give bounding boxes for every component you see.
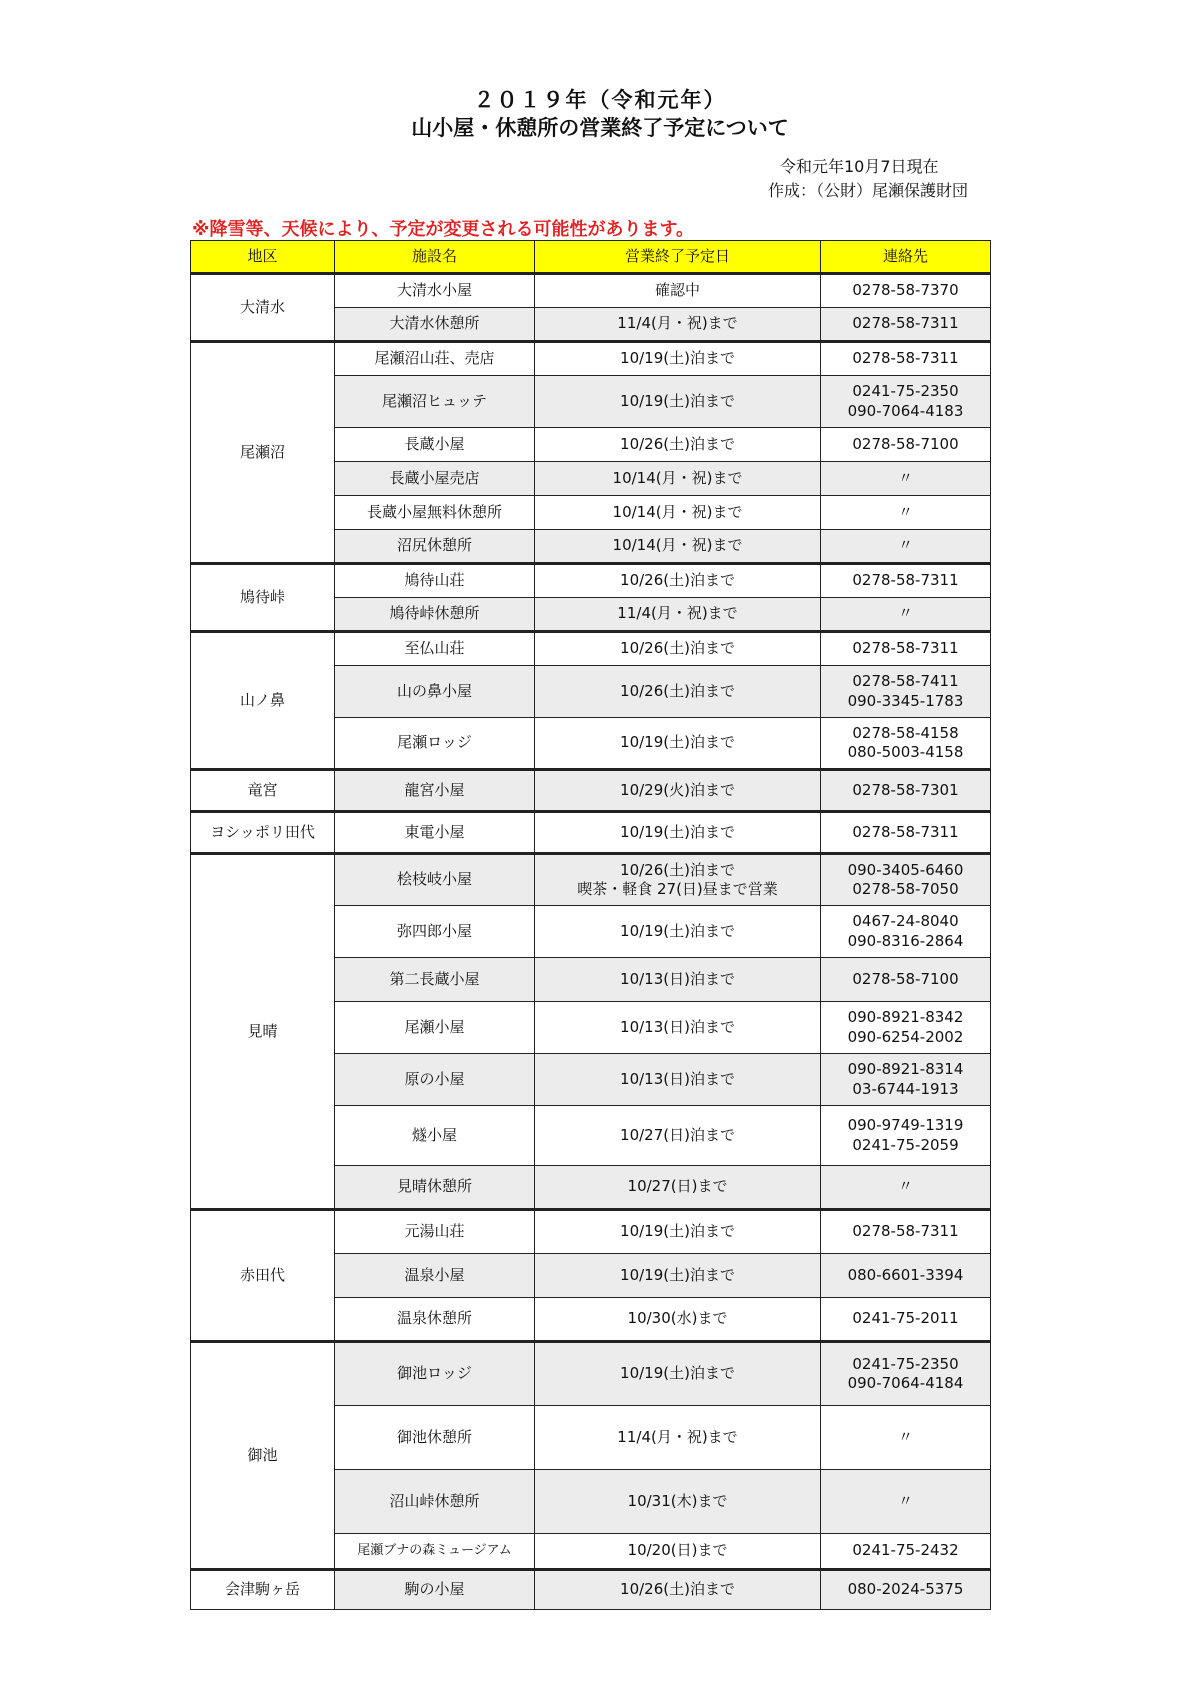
end-date-line: 10/19(土)泊まで bbox=[620, 1364, 735, 1383]
contact-line: 〃 bbox=[897, 536, 913, 555]
facility-cell: 長蔵小屋売店 bbox=[335, 462, 535, 496]
end-date-line: 10/31(木)まで bbox=[627, 1491, 728, 1510]
end-date-cell bbox=[535, 1254, 821, 1298]
end-date-cell bbox=[535, 770, 821, 812]
end-date-line: 10/26(土)泊まで bbox=[620, 434, 735, 453]
facility-cell: 温泉小屋 bbox=[335, 1254, 535, 1298]
contact-cell bbox=[821, 1254, 991, 1298]
contact-cell bbox=[821, 1406, 991, 1470]
end-date-cell bbox=[535, 342, 821, 376]
contact-cell bbox=[821, 496, 991, 530]
contact-line: 0278-58-4158 bbox=[852, 723, 959, 742]
contact-cell bbox=[821, 462, 991, 496]
column-header-contact: 連絡先 bbox=[821, 241, 991, 274]
contact-line: 090-9749-1319 bbox=[847, 1116, 964, 1134]
end-date-line: 10/27(日)泊まで bbox=[620, 1125, 735, 1144]
contact-cell bbox=[821, 632, 991, 666]
end-date-cell bbox=[535, 1570, 821, 1610]
contact-line: 090-8921-8314 bbox=[847, 1060, 964, 1078]
end-date-cell bbox=[535, 632, 821, 666]
end-date-cell bbox=[535, 958, 821, 1002]
as-of-date: 令和元年10月7日現在 bbox=[780, 157, 939, 176]
facility-cell: 沼山峠休憩所 bbox=[335, 1470, 535, 1534]
contact-line: 〃 bbox=[897, 1177, 913, 1196]
column-header-area: 地区 bbox=[191, 241, 335, 274]
end-date-cell bbox=[535, 308, 821, 342]
end-date-cell bbox=[535, 718, 821, 770]
contact-line: 0278-58-7311 bbox=[852, 1222, 959, 1241]
contact-line: 080-5003-4158 bbox=[847, 743, 964, 761]
table-row bbox=[191, 564, 991, 598]
facility-cell: 駒の小屋 bbox=[335, 1570, 535, 1610]
end-date-line: 11/4(月・祝)まで bbox=[617, 314, 738, 333]
weather-notice: ※降雪等、天候により、予定が変更される可能性があります。 bbox=[192, 219, 695, 240]
contact-line: 090-8921-8342 bbox=[847, 1008, 964, 1026]
table-row bbox=[191, 854, 991, 906]
contact-cell bbox=[821, 666, 991, 718]
contact-cell bbox=[821, 1342, 991, 1406]
facility-cell: 沼尻休憩所 bbox=[335, 530, 535, 564]
page-title-year: ２０１９年（令和元年） bbox=[473, 88, 727, 112]
facility-cell: 龍宮小屋 bbox=[335, 770, 535, 812]
contact-cell bbox=[821, 854, 991, 906]
facility-cell: 鳩待峠休憩所 bbox=[335, 598, 535, 632]
contact-line: 090-7064-4184 bbox=[847, 1374, 964, 1392]
end-date-cell bbox=[535, 530, 821, 564]
end-date-line: 10/29(火)泊まで bbox=[620, 780, 735, 799]
contact-line: 0278-58-7311 bbox=[852, 822, 959, 841]
end-date-cell bbox=[535, 1166, 821, 1210]
contact-line: 0278-58-7100 bbox=[852, 434, 959, 453]
contact-cell bbox=[821, 376, 991, 428]
facility-cell: 東電小屋 bbox=[335, 812, 535, 854]
contact-line: 0278-58-7370 bbox=[852, 281, 959, 300]
contact-line: 0278-58-7311 bbox=[852, 639, 959, 658]
end-date-line: 10/13(日)泊まで bbox=[620, 1017, 735, 1036]
column-header-end-date: 営業終了予定日 bbox=[535, 241, 821, 274]
facility-cell: 尾瀬沼ヒュッテ bbox=[335, 376, 535, 428]
end-date-line: 喫茶・軽食 27(日)昼まで営業 bbox=[577, 880, 778, 898]
facility-cell: 見晴休憩所 bbox=[335, 1166, 535, 1210]
facility-cell: 原の小屋 bbox=[335, 1054, 535, 1106]
facility-cell: 尾瀬小屋 bbox=[335, 1002, 535, 1054]
contact-line: 03-6744-1913 bbox=[852, 1079, 959, 1098]
end-date-cell bbox=[535, 1298, 821, 1342]
end-date-line: 10/26(土)泊まで bbox=[620, 639, 735, 658]
facility-cell: 御池ロッジ bbox=[335, 1342, 535, 1406]
contact-cell bbox=[821, 1570, 991, 1610]
contact-cell bbox=[821, 308, 991, 342]
contact-line: 0278-58-7311 bbox=[852, 349, 959, 368]
contact-line: 0278-58-7100 bbox=[852, 969, 959, 988]
end-date-cell bbox=[535, 428, 821, 462]
facility-cell: 元湯山荘 bbox=[335, 1210, 535, 1254]
end-date-line: 10/13(日)泊まで bbox=[620, 1069, 735, 1088]
end-date-line: 11/4(月・祝)まで bbox=[617, 1427, 738, 1446]
contact-cell bbox=[821, 530, 991, 564]
area-cell: 尾瀬沼 bbox=[191, 342, 335, 564]
contact-line: 〃 bbox=[897, 1427, 913, 1446]
end-date-cell bbox=[535, 666, 821, 718]
table-header-row bbox=[191, 241, 991, 274]
contact-cell bbox=[821, 1002, 991, 1054]
end-date-cell bbox=[535, 812, 821, 854]
end-date-line: 10/19(土)泊まで bbox=[620, 1222, 735, 1241]
closing-schedule-table bbox=[190, 240, 991, 1610]
area-cell: 見晴 bbox=[191, 854, 335, 1210]
facility-cell: 長蔵小屋 bbox=[335, 428, 535, 462]
table-row bbox=[191, 812, 991, 854]
page-title: 山小屋・休憩所の営業終了予定について bbox=[411, 116, 789, 140]
contact-line: 0241-75-2059 bbox=[852, 1135, 959, 1154]
facility-cell: 大清水休憩所 bbox=[335, 308, 535, 342]
end-date-line: 10/20(日)まで bbox=[627, 1541, 728, 1560]
contact-line: 0241-75-2011 bbox=[852, 1309, 959, 1328]
area-cell: 赤田代 bbox=[191, 1210, 335, 1342]
end-date-cell bbox=[535, 854, 821, 906]
end-date-cell bbox=[535, 1342, 821, 1406]
contact-cell bbox=[821, 1534, 991, 1570]
facility-cell: 尾瀬ロッジ bbox=[335, 718, 535, 770]
contact-cell bbox=[821, 1166, 991, 1210]
facility-cell: 至仏山荘 bbox=[335, 632, 535, 666]
table-row bbox=[191, 1342, 991, 1406]
end-date-cell bbox=[535, 1002, 821, 1054]
facility-cell: 鳩待山荘 bbox=[335, 564, 535, 598]
facility-cell: 温泉休憩所 bbox=[335, 1298, 535, 1342]
area-cell: 御池 bbox=[191, 1342, 335, 1570]
contact-line: 090-6254-2002 bbox=[847, 1027, 964, 1046]
contact-line: 0278-58-7411 bbox=[852, 672, 959, 690]
facility-cell: 長蔵小屋無料休憩所 bbox=[335, 496, 535, 530]
end-date-cell bbox=[535, 274, 821, 308]
table-row bbox=[191, 770, 991, 812]
contact-cell bbox=[821, 1298, 991, 1342]
contact-line: 090-3405-6460 bbox=[847, 860, 964, 879]
area-cell: 会津駒ヶ岳 bbox=[191, 1570, 335, 1610]
end-date-line: 10/19(土)泊まで bbox=[620, 822, 735, 841]
table-body bbox=[191, 274, 991, 1610]
contact-cell bbox=[821, 958, 991, 1002]
end-date-cell bbox=[535, 1470, 821, 1534]
facility-cell: 弥四郎小屋 bbox=[335, 906, 535, 958]
facility-cell: 大清水小屋 bbox=[335, 274, 535, 308]
contact-line: 090-7064-4183 bbox=[847, 401, 964, 420]
contact-line: 090-8316-2864 bbox=[847, 931, 964, 950]
area-cell: 竜宮 bbox=[191, 770, 335, 812]
contact-line: 0278-58-7311 bbox=[852, 571, 959, 590]
end-date-line: 10/26(土)泊まで bbox=[620, 681, 735, 700]
area-cell: ヨシッポリ田代 bbox=[191, 812, 335, 854]
end-date-cell bbox=[535, 906, 821, 958]
contact-cell bbox=[821, 718, 991, 770]
table-row bbox=[191, 1570, 991, 1610]
contact-cell bbox=[821, 906, 991, 958]
end-date-line: 10/26(土)泊まで bbox=[620, 571, 735, 590]
area-cell: 大清水 bbox=[191, 274, 335, 342]
end-date-line: 10/13(日)泊まで bbox=[620, 969, 735, 988]
area-cell: 山ノ鼻 bbox=[191, 632, 335, 770]
contact-line: 0278-58-7050 bbox=[852, 880, 959, 898]
contact-line: 0467-24-8040 bbox=[852, 912, 959, 930]
contact-cell bbox=[821, 274, 991, 308]
contact-line: 〃 bbox=[897, 604, 913, 623]
end-date-line: 10/27(日)まで bbox=[627, 1177, 728, 1196]
table-row bbox=[191, 342, 991, 376]
contact-line: 0241-75-2350 bbox=[852, 1354, 959, 1373]
end-date-cell bbox=[535, 598, 821, 632]
contact-cell bbox=[821, 428, 991, 462]
facility-cell: 御池休憩所 bbox=[335, 1406, 535, 1470]
contact-cell bbox=[821, 770, 991, 812]
contact-line: 080-2024-5375 bbox=[847, 1580, 964, 1599]
end-date-line: 10/30(水)まで bbox=[627, 1309, 728, 1328]
end-date-line: 確認中 bbox=[654, 281, 700, 300]
facility-cell: 第二長蔵小屋 bbox=[335, 958, 535, 1002]
column-header-facility: 施設名 bbox=[335, 241, 535, 274]
contact-line: 0241-75-2350 bbox=[852, 382, 959, 400]
end-date-line: 10/19(土)泊まで bbox=[620, 733, 735, 752]
end-date-cell bbox=[535, 564, 821, 598]
end-date-line: 10/14(月・祝)まで bbox=[612, 536, 743, 555]
contact-cell bbox=[821, 1054, 991, 1106]
end-date-cell bbox=[535, 1406, 821, 1470]
contact-cell bbox=[821, 1210, 991, 1254]
end-date-line: 10/19(土)泊まで bbox=[620, 349, 735, 368]
end-date-cell bbox=[535, 376, 821, 428]
contact-line: 080-6601-3394 bbox=[847, 1265, 964, 1284]
end-date-line: 10/26(土)泊まで bbox=[620, 860, 735, 879]
contact-cell bbox=[821, 342, 991, 376]
end-date-line: 10/14(月・祝)まで bbox=[612, 468, 743, 487]
area-cell: 鳩待峠 bbox=[191, 564, 335, 632]
table-row bbox=[191, 274, 991, 308]
facility-cell: 燧小屋 bbox=[335, 1106, 535, 1166]
table-row bbox=[191, 1210, 991, 1254]
contact-cell bbox=[821, 812, 991, 854]
contact-cell bbox=[821, 1106, 991, 1166]
contact-line: 〃 bbox=[897, 502, 913, 521]
end-date-cell bbox=[535, 1054, 821, 1106]
end-date-cell bbox=[535, 1534, 821, 1570]
contact-line: 0278-58-7311 bbox=[852, 314, 959, 333]
end-date-line: 10/19(土)泊まで bbox=[620, 921, 735, 940]
end-date-cell bbox=[535, 1210, 821, 1254]
contact-cell bbox=[821, 564, 991, 598]
facility-cell: 尾瀬沼山荘、売店 bbox=[335, 342, 535, 376]
contact-line: 0241-75-2432 bbox=[852, 1541, 959, 1560]
contact-line: 〃 bbox=[897, 1491, 913, 1510]
contact-cell bbox=[821, 1470, 991, 1534]
contact-line: 0278-58-7301 bbox=[852, 780, 959, 799]
end-date-line: 10/14(月・祝)まで bbox=[612, 502, 743, 521]
facility-cell: 桧枝岐小屋 bbox=[335, 854, 535, 906]
end-date-line: 10/26(土)泊まで bbox=[620, 1580, 735, 1599]
facility-cell: 山の鼻小屋 bbox=[335, 666, 535, 718]
table-row bbox=[191, 632, 991, 666]
end-date-line: 11/4(月・祝)まで bbox=[617, 604, 738, 623]
facility-cell: 尾瀬ブナの森ミュージアム bbox=[335, 1534, 535, 1570]
end-date-line: 10/19(土)泊まで bbox=[620, 391, 735, 410]
end-date-cell bbox=[535, 496, 821, 530]
contact-cell bbox=[821, 598, 991, 632]
contact-line: 〃 bbox=[897, 468, 913, 487]
author-credit: 作成：（公財）尾瀬保護財団 bbox=[768, 181, 969, 200]
end-date-cell bbox=[535, 462, 821, 496]
contact-line: 090-3345-1783 bbox=[847, 691, 964, 710]
end-date-cell bbox=[535, 1106, 821, 1166]
end-date-line: 10/19(土)泊まで bbox=[620, 1265, 735, 1284]
